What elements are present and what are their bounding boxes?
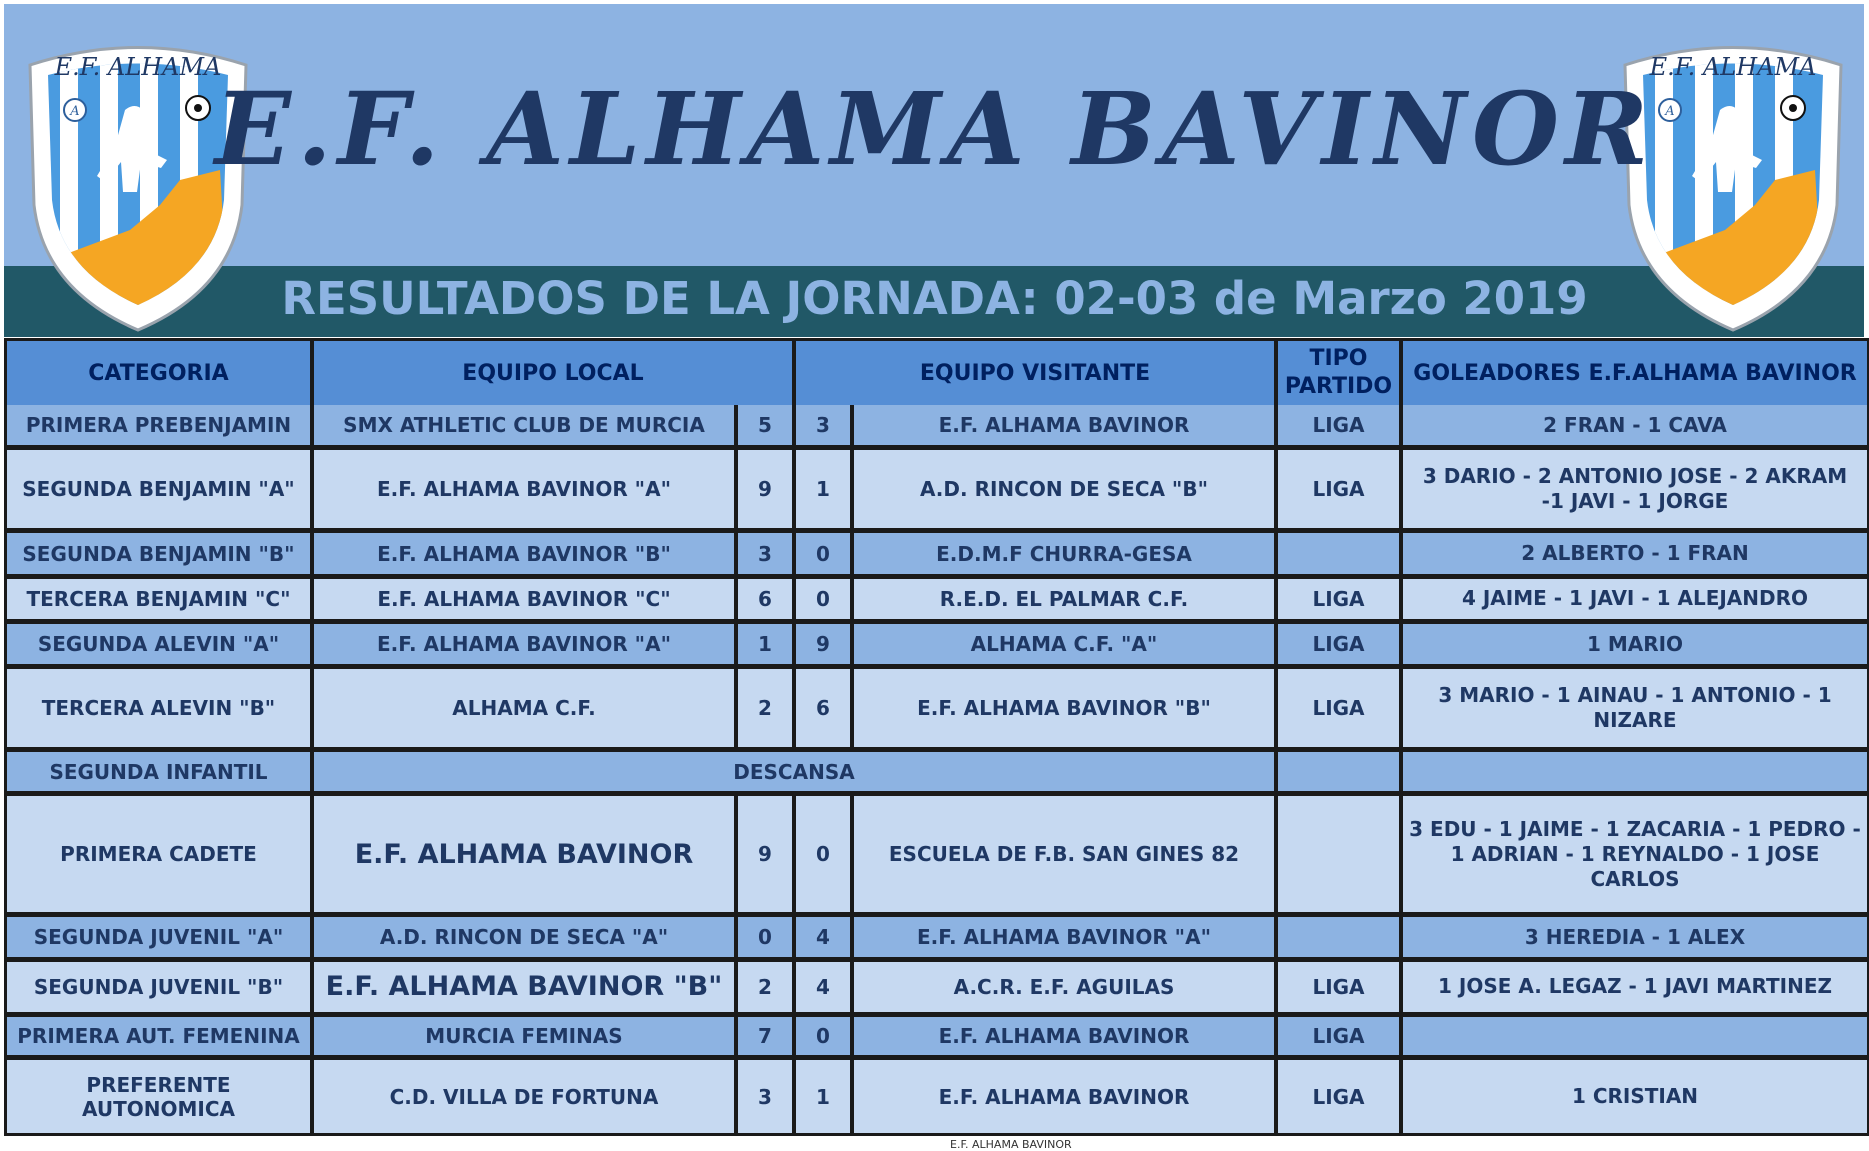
row-goles-visitante: 0 <box>796 579 854 624</box>
row-goles-visitante: 1 <box>796 1060 854 1133</box>
row-goles-visitante: 0 <box>796 796 854 917</box>
row-goleadores: 1 JOSE A. LEGAZ - 1 JAVI MARTINEZ <box>1403 962 1867 1016</box>
row-tipo: LIGA <box>1278 962 1403 1016</box>
header-tipo-line1: TIPO <box>1309 346 1368 371</box>
row-categoria: TERCERA BENJAMIN "C" <box>7 579 314 624</box>
table-header-row <box>7 341 1867 405</box>
table-row <box>7 533 1867 578</box>
row-goleadores: 3 EDU - 1 JAIME - 1 ZACARIA - 1 PEDRO - 1 ADRIAN - 1 REYNALDO - 1 JOSE CARLOS <box>1403 796 1867 917</box>
row-goles-visitante: 0 <box>796 533 854 578</box>
row-goles-local: 0 <box>738 917 796 962</box>
row-goles-visitante: 6 <box>796 669 854 752</box>
row-descanso: DESCANSA <box>314 752 1278 796</box>
row-categoria: TERCERA ALEVIN "B" <box>7 669 314 752</box>
row-equipo-visitante: ESCUELA DE F.B. SAN GINES 82 <box>854 796 1278 917</box>
row-categoria: SEGUNDA BENJAMIN "A" <box>7 450 314 533</box>
row-goles-local: 5 <box>738 405 796 450</box>
row-goleadores: 1 MARIO <box>1403 624 1867 669</box>
row-goles-visitante: 1 <box>796 450 854 533</box>
page-subtitle: RESULTADOS DE LA JORNADA: 02-03 de Marzo 2019 <box>281 272 1588 325</box>
row-tipo: LIGA <box>1278 450 1403 533</box>
row-equipo-local: SMX ATHLETIC CLUB DE MURCIA <box>314 405 738 450</box>
row-equipo-visitante: E.F. ALHAMA BAVINOR <box>854 1017 1278 1061</box>
row-goleadores: 4 JAIME - 1 JAVI - 1 ALEJANDRO <box>1403 579 1867 624</box>
row-categoria: PRIMERA PREBENJAMIN <box>7 405 314 450</box>
header-tipo-partido <box>1278 341 1403 405</box>
row-goleadores: 2 FRAN - 1 CAVA <box>1403 405 1867 450</box>
table-row <box>7 624 1867 669</box>
row-equipo-local: C.D. VILLA DE FORTUNA <box>314 1060 738 1133</box>
row-equipo-local: E.F. ALHAMA BAVINOR <box>314 796 738 917</box>
row-tipo: LIGA <box>1278 1017 1403 1061</box>
row-goles-local: 9 <box>738 796 796 917</box>
row-goleadores: 1 CRISTIAN <box>1403 1060 1867 1133</box>
row-categoria: SEGUNDA INFANTIL <box>7 752 314 796</box>
row-goles-local: 6 <box>738 579 796 624</box>
row-equipo-visitante: E.F. ALHAMA BAVINOR <box>854 1060 1278 1133</box>
row-categoria: SEGUNDA ALEVIN "A" <box>7 624 314 669</box>
row-goles-visitante: 4 <box>796 917 854 962</box>
row-tipo: LIGA <box>1278 1060 1403 1133</box>
row-categoria: SEGUNDA JUVENIL "A" <box>7 917 314 962</box>
table-row <box>7 796 1867 917</box>
table-row <box>7 1060 1867 1133</box>
row-equipo-local: A.D. RINCON DE SECA "A" <box>314 917 738 962</box>
row-goleadores: 3 DARIO - 2 ANTONIO JOSE - 2 AKRAM -1 JAVI - 1 JORGE <box>1403 450 1867 533</box>
row-goleadores: 2 ALBERTO - 1 FRAN <box>1403 533 1867 578</box>
row-categoria: SEGUNDA BENJAMIN "B" <box>7 533 314 578</box>
row-categoria: SEGUNDA JUVENIL "B" <box>7 962 314 1016</box>
row-equipo-local: E.F. ALHAMA BAVINOR "B" <box>314 962 738 1016</box>
row-tipo: LIGA <box>1278 579 1403 624</box>
table-row <box>7 669 1867 752</box>
row-tipo <box>1278 917 1403 962</box>
row-equipo-visitante: R.E.D. EL PALMAR C.F. <box>854 579 1278 624</box>
row-equipo-visitante: E.D.M.F CHURRA-GESA <box>854 533 1278 578</box>
row-equipo-local: MURCIA FEMINAS <box>314 1017 738 1061</box>
row-equipo-local: E.F. ALHAMA BAVINOR "A" <box>314 624 738 669</box>
row-tipo: LIGA <box>1278 669 1403 752</box>
row-tipo <box>1278 533 1403 578</box>
row-goles-local: 7 <box>738 1017 796 1061</box>
row-equipo-local: ALHAMA C.F. <box>314 669 738 752</box>
row-goles-local: 2 <box>738 962 796 1016</box>
row-equipo-visitante: E.F. ALHAMA BAVINOR "A" <box>854 917 1278 962</box>
row-goleadores <box>1403 1017 1867 1061</box>
svg-text:E.F. ALHAMA: E.F. ALHAMA <box>54 53 222 81</box>
table-row <box>7 405 1867 450</box>
row-categoria: PRIMERA CADETE <box>7 796 314 917</box>
row-equipo-local: E.F. ALHAMA BAVINOR "B" <box>314 533 738 578</box>
table-row <box>7 752 1867 796</box>
header-goleadores: GOLEADORES E.F.ALHAMA BAVINOR <box>1403 341 1867 405</box>
row-tipo: LIGA <box>1278 624 1403 669</box>
row-equipo-visitante: A.C.R. E.F. AGUILAS <box>854 962 1278 1016</box>
row-equipo-visitante: A.D. RINCON DE SECA "B" <box>854 450 1278 533</box>
footer-text: E.F. ALHAMA BAVINOR <box>950 1138 1072 1151</box>
row-goles-visitante: 3 <box>796 405 854 450</box>
row-goles-local: 9 <box>738 450 796 533</box>
header-categoria: CATEGORIA <box>7 341 314 405</box>
row-tipo: LIGA <box>1278 405 1403 450</box>
table-row <box>7 579 1867 624</box>
row-goles-visitante: 9 <box>796 624 854 669</box>
results-table <box>4 338 1869 1136</box>
row-tipo <box>1278 796 1403 917</box>
row-equipo-visitante: E.F. ALHAMA BAVINOR <box>854 405 1278 450</box>
row-equipo-visitante: E.F. ALHAMA BAVINOR "B" <box>854 669 1278 752</box>
header-tipo-line2: PARTIDO <box>1284 374 1393 399</box>
page-title: E.F. ALHAMA BAVINOR <box>214 70 1655 188</box>
row-goles-local: 2 <box>738 669 796 752</box>
row-equipo-local: E.F. ALHAMA BAVINOR "C" <box>314 579 738 624</box>
row-categoria: PREFERENTE AUTONOMICA <box>7 1060 314 1133</box>
row-goles-visitante: 0 <box>796 1017 854 1061</box>
svg-text:A: A <box>70 104 80 119</box>
row-goleadores: 3 MARIO - 1 AINAU - 1 ANTONIO - 1 NIZARE <box>1403 669 1867 752</box>
row-goles-local: 3 <box>738 533 796 578</box>
row-equipo-local: E.F. ALHAMA BAVINOR "A" <box>314 450 738 533</box>
svg-text:A: A <box>1665 104 1675 119</box>
header-equipo-visitante: EQUIPO VISITANTE <box>796 341 1278 405</box>
table-row <box>7 450 1867 533</box>
svg-text:E.F. ALHAMA: E.F. ALHAMA <box>1649 53 1817 81</box>
table-row <box>7 917 1867 962</box>
header-equipo-local: EQUIPO LOCAL <box>314 341 796 405</box>
row-tipo <box>1278 752 1403 796</box>
row-goles-visitante: 4 <box>796 962 854 1016</box>
row-goles-local: 3 <box>738 1060 796 1133</box>
row-equipo-visitante: ALHAMA C.F. "A" <box>854 624 1278 669</box>
row-categoria: PRIMERA AUT. FEMENINA <box>7 1017 314 1061</box>
row-goleadores: 3 HEREDIA - 1 ALEX <box>1403 917 1867 962</box>
row-goles-local: 1 <box>738 624 796 669</box>
row-goleadores <box>1403 752 1867 796</box>
table-row <box>7 1017 1867 1061</box>
table-row <box>7 962 1867 1016</box>
